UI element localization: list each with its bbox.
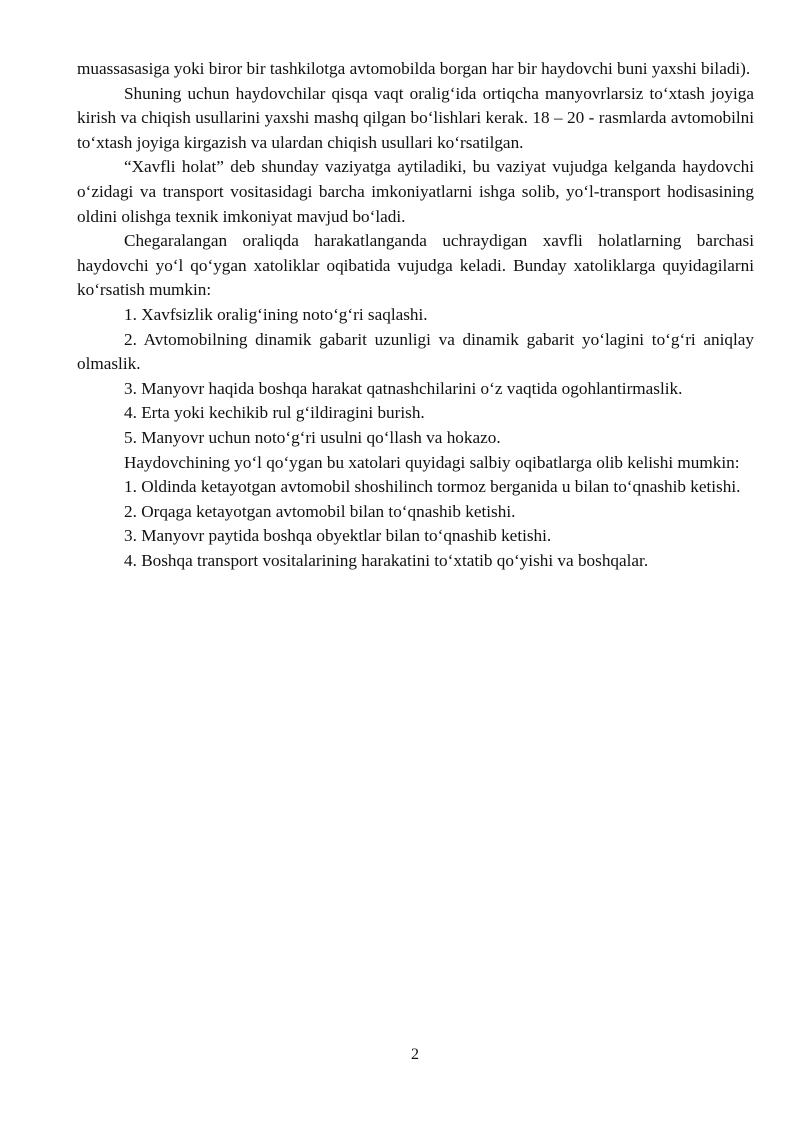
list-item-error-3: 3. Manyovr haqida boshqa harakat qatnashchilarini o‘z vaqtida ogohlantirmaslik. [124, 378, 683, 398]
paragraph-driver-errors-intro: Chegaralangan oraliqda harakatlanganda uchraydigan xavfli holatlarning barchasi haydovchi yo‘l qo‘ygan xatoliklar oqibatida vujudga keladi. Bunday xatoliklarga quyidagilarni ko‘rsatish mumkin: [77, 231, 754, 300]
list-item-consequence-1: 1. Oldinda ketayotgan avtomobil shoshilinch tormoz berganida u bilan to‘qnashib ketishi. [124, 477, 741, 497]
paragraph-consequences-intro: Haydovchining yo‘l qo‘ygan bu xatolari quyidagi salbiy oqibatlarga olib kelishi mumkin: [124, 452, 740, 472]
document-body [77, 57, 754, 573]
paragraph-continuation: muassasasiga yoki biror bir tashkilotga avtomobilda borgan har bir haydovchi buni yaxshi biladi). [77, 59, 751, 78]
list-item-error-2: 2. Avtomobilning dinamik gabarit uzunligi va dinamik gabarit yo‘lagini to‘g‘ri aniqlay olmaslik. [77, 329, 754, 374]
page-number: 2 [411, 1046, 419, 1063]
list-item-consequence-2: 2. Orqaga ketayotgan avtomobil bilan to‘qnashib ketishi. [124, 501, 516, 521]
list-item-error-4: 4. Erta yoki kechikib rul g‘ildiragini burish. [124, 403, 425, 423]
list-item-error-1: 1. Xavfsizlik oralig‘ining noto‘g‘ri saqlashi. [124, 304, 428, 324]
list-item-error-5: 5. Manyovr uchun noto‘g‘ri usulni qo‘llash va hokazo. [124, 427, 501, 447]
list-item-consequence-4: 4. Boshqa transport vositalarining harakatini to‘xtatib qo‘yishi va boshqalar. [124, 550, 649, 570]
paragraph-parking-skills: Shuning uchun haydovchilar qisqa vaqt oralig‘ida ortiqcha manyovrlarsiz to‘xtash joyiga kirish va chiqish usullarini yaxshi mashq qilgan bo‘lishlari kerak. 18 – 20 - rasmlarda avtomobilni to‘xtash joyiga kirgazish va ulardan chiqish usullari ko‘rsatilgan. [77, 83, 754, 152]
paragraph-dangerous-situation: “Xavfli holat” deb shunday vaziyatga aytiladiki, bu vaziyat vujudga kelganda haydovchi o‘zidagi va transport vositasidagi barcha imkoniyatlarni ishga solib, yo‘l-transport hodisasining oldini olishga texnik imkoniyat mavjud bo‘ladi. [77, 157, 754, 226]
list-item-consequence-3: 3. Manyovr paytida boshqa obyektlar bilan to‘qnashib ketishi. [124, 526, 552, 546]
